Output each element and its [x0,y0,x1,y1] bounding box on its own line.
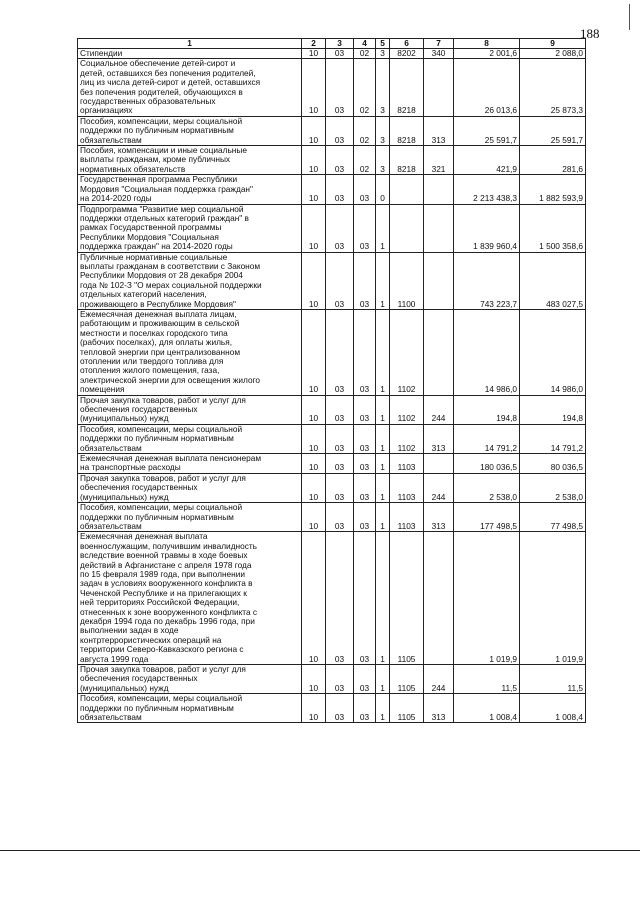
program-code-cell: 03 [354,454,376,474]
row-name-cell: Пособия, компенсации, меры социальной поддержки по публичным нормативным обязательствам [78,116,302,145]
program-code-cell: 03 [354,503,376,532]
subsection-code-cell: 03 [326,424,354,453]
section-code-cell: 10 [302,424,326,453]
column-header: 9 [520,39,586,49]
row-name-cell: Социальное обеспечение детей-сирот и детей, оставшихся без попечения родителей, лиц из числа детей-сирот и детей, оставшихся без попечения родителей, обучающихся в государственных образовательных организациях [78,59,302,116]
program-code-cell: 03 [354,395,376,424]
program-code-cell: 03 [354,473,376,502]
amount-col8-cell: 421,9 [454,146,520,175]
row-name-cell: Пособия, компенсации и иные социальные выплаты гражданам, кроме публичных нормативных обязательств [78,146,302,175]
amount-col9-cell: 2 538,0 [520,473,586,502]
amount-col9-cell: 80 036,5 [520,454,586,474]
target-item-code-cell: 1103 [390,473,424,502]
program-code-cell: 03 [354,204,376,252]
subprogram-code-cell: 1 [376,665,390,694]
section-code-cell: 10 [302,454,326,474]
subprogram-code-cell: 3 [376,59,390,116]
budget-table [77,38,586,723]
program-code-cell: 03 [354,309,376,395]
section-code-cell: 10 [302,252,326,309]
table-row [78,473,586,502]
subprogram-code-cell: 1 [376,395,390,424]
column-header: 1 [78,39,302,49]
row-name-cell: Прочая закупка товаров, работ и услуг для обеспечения государственных (муниципальных) нужд [78,665,302,694]
table-row [78,694,586,723]
target-item-code-cell [390,175,424,204]
column-header: 2 [302,39,326,49]
subsection-code-cell: 03 [326,204,354,252]
subsection-code-cell: 03 [326,694,354,723]
amount-col8-cell: 2 001,6 [454,49,520,59]
expense-type-code-cell: 313 [424,424,454,453]
target-item-code-cell: 1105 [390,532,424,665]
expense-type-code-cell: 244 [424,395,454,424]
target-item-code-cell: 1103 [390,503,424,532]
section-code-cell: 10 [302,473,326,502]
subprogram-code-cell: 3 [376,49,390,59]
amount-col8-cell: 14 986,0 [454,309,520,395]
program-code-cell: 03 [354,252,376,309]
expense-type-code-cell [424,204,454,252]
row-name-cell: Прочая закупка товаров, работ и услуг для обеспечения государственных (муниципальных) нужд [78,473,302,502]
section-code-cell: 10 [302,175,326,204]
amount-col8-cell: 2 538,0 [454,473,520,502]
amount-col9-cell: 2 088,0 [520,49,586,59]
target-item-code-cell: 8218 [390,146,424,175]
table-row [78,532,586,665]
table-row [78,49,586,59]
amount-col8-cell: 11,5 [454,665,520,694]
program-code-cell: 02 [354,146,376,175]
subsection-code-cell: 03 [326,395,354,424]
section-code-cell: 10 [302,503,326,532]
table-row [78,175,586,204]
table-row [78,146,586,175]
row-name-cell: Пособия, компенсации, меры социальной поддержки по публичным нормативным обязательствам [78,694,302,723]
amount-col9-cell: 194,8 [520,395,586,424]
target-item-code-cell: 1105 [390,665,424,694]
target-item-code-cell: 1103 [390,454,424,474]
amount-col9-cell: 25 591,7 [520,116,586,145]
table-row [78,665,586,694]
row-name-cell: Публичные нормативные социальные выплаты гражданам в соответствии с Законом Республики Мордовия от 28 декабря 2004 года № 102-З "О мерах социальной поддержки отдельных категорий населения, проживающего в Республике Мордовия" [78,252,302,309]
section-code-cell: 10 [302,532,326,665]
section-code-cell: 10 [302,49,326,59]
table-header-row [78,39,586,49]
expense-type-code-cell: 244 [424,473,454,502]
subprogram-code-cell: 1 [376,473,390,502]
subsection-code-cell: 03 [326,473,354,502]
row-name-cell: Прочая закупка товаров, работ и услуг для обеспечения государственных (муниципальных) нужд [78,395,302,424]
subsection-code-cell: 03 [326,49,354,59]
subsection-code-cell: 03 [326,175,354,204]
section-code-cell: 10 [302,395,326,424]
column-header: 4 [354,39,376,49]
section-code-cell: 10 [302,204,326,252]
subprogram-code-cell: 1 [376,532,390,665]
subprogram-code-cell: 3 [376,116,390,145]
section-code-cell: 10 [302,309,326,395]
expense-type-code-cell [424,309,454,395]
page-number: 188 [580,26,600,41]
subsection-code-cell: 03 [326,532,354,665]
amount-col8-cell: 177 498,5 [454,503,520,532]
amount-col9-cell: 1 019,9 [520,532,586,665]
column-header: 5 [376,39,390,49]
subsection-code-cell: 03 [326,252,354,309]
row-name-cell: Стипендии [78,49,302,59]
program-code-cell: 02 [354,116,376,145]
expense-type-code-cell: 321 [424,146,454,175]
table-row [78,395,586,424]
subprogram-code-cell: 0 [376,175,390,204]
target-item-code-cell: 1102 [390,309,424,395]
table-row [78,424,586,453]
column-header: 8 [454,39,520,49]
amount-col8-cell: 1 839 960,4 [454,204,520,252]
amount-col8-cell: 25 591,7 [454,116,520,145]
amount-col8-cell: 1 008,4 [454,694,520,723]
table-row [78,252,586,309]
expense-type-code-cell: 244 [424,665,454,694]
target-item-code-cell: 1102 [390,424,424,453]
subprogram-code-cell: 1 [376,454,390,474]
expense-type-code-cell [424,252,454,309]
target-item-code-cell: 8218 [390,59,424,116]
expense-type-code-cell [424,532,454,665]
program-code-cell: 03 [354,175,376,204]
amount-col8-cell: 2 213 438,3 [454,175,520,204]
amount-col8-cell: 1 019,9 [454,532,520,665]
program-code-cell: 03 [354,694,376,723]
program-code-cell: 03 [354,532,376,665]
amount-col9-cell: 1 008,4 [520,694,586,723]
subprogram-code-cell: 1 [376,694,390,723]
amount-col9-cell: 77 498,5 [520,503,586,532]
amount-col8-cell: 14 791,2 [454,424,520,453]
amount-col9-cell: 1 882 593,9 [520,175,586,204]
table-row [78,204,586,252]
subsection-code-cell: 03 [326,309,354,395]
amount-col8-cell: 26 013,6 [454,59,520,116]
target-item-code-cell: 8202 [390,49,424,59]
target-item-code-cell: 1102 [390,395,424,424]
target-item-code-cell [390,204,424,252]
row-name-cell: Пособия, компенсации, меры социальной поддержки по публичным нормативным обязательствам [78,424,302,453]
expense-type-code-cell: 313 [424,116,454,145]
target-item-code-cell: 1100 [390,252,424,309]
row-name-cell: Ежемесячная денежная выплата пенсионерам на транспортные расходы [78,454,302,474]
target-item-code-cell: 1105 [390,694,424,723]
table-row [78,116,586,145]
subsection-code-cell: 03 [326,503,354,532]
amount-col9-cell: 25 873,3 [520,59,586,116]
amount-col9-cell: 1 500 358,6 [520,204,586,252]
row-name-cell: Государственная программа Республики Мордовия "Социальная поддержка граждан" на 2014-2020 годы [78,175,302,204]
subsection-code-cell: 03 [326,116,354,145]
row-name-cell: Ежемесячная денежная выплата лицам, работающим и проживающим в сельской местности и поселках городского типа (рабочих поселках), для оплаты жилья, тепловой энергии при централизованном отоплении или твердого топлива для отопления жилого помещения, газа, электрической энергии для освещения жилого помещения [78,309,302,395]
subsection-code-cell: 03 [326,146,354,175]
column-header: 6 [390,39,424,49]
amount-col8-cell: 180 036,5 [454,454,520,474]
table-row [78,503,586,532]
subsection-code-cell: 03 [326,665,354,694]
amount-col8-cell: 743 223,7 [454,252,520,309]
section-code-cell: 10 [302,59,326,116]
amount-col9-cell: 14 986,0 [520,309,586,395]
page-bottom-rule [0,850,640,851]
amount-col9-cell: 14 791,2 [520,424,586,453]
target-item-code-cell: 8218 [390,116,424,145]
section-code-cell: 10 [302,665,326,694]
subprogram-code-cell: 1 [376,424,390,453]
subprogram-code-cell: 1 [376,204,390,252]
expense-type-code-cell: 313 [424,503,454,532]
program-code-cell: 03 [354,424,376,453]
expense-type-code-cell [424,454,454,474]
expense-type-code-cell: 313 [424,694,454,723]
program-code-cell: 03 [354,665,376,694]
expense-type-code-cell: 340 [424,49,454,59]
expense-type-code-cell [424,175,454,204]
table-row [78,454,586,474]
subsection-code-cell: 03 [326,59,354,116]
subprogram-code-cell: 3 [376,146,390,175]
subprogram-code-cell: 1 [376,309,390,395]
amount-col8-cell: 194,8 [454,395,520,424]
table-row [78,59,586,116]
page-edge-mark [629,4,630,30]
subsection-code-cell: 03 [326,454,354,474]
subprogram-code-cell: 1 [376,252,390,309]
column-header: 3 [326,39,354,49]
amount-col9-cell: 11,5 [520,665,586,694]
table-body [78,49,586,723]
subprogram-code-cell: 1 [376,503,390,532]
amount-col9-cell: 281,6 [520,146,586,175]
section-code-cell: 10 [302,694,326,723]
section-code-cell: 10 [302,146,326,175]
row-name-cell: Пособия, компенсации, меры социальной поддержки по публичным нормативным обязательствам [78,503,302,532]
section-code-cell: 10 [302,116,326,145]
table-row [78,309,586,395]
amount-col9-cell: 483 027,5 [520,252,586,309]
program-code-cell: 02 [354,59,376,116]
program-code-cell: 02 [354,49,376,59]
expense-type-code-cell [424,59,454,116]
row-name-cell: Ежемесячная денежная выплата военнослужащим, получившим инвалидность вследствие военной травмы в ходе боевых действий в Афганистане с апреля 1978 года по 15 февраля 1989 года, при выполнении задач в условиях вооруженного конфликта в Чеченской Республике и на прилегающих к ней территориях Российской Федерации, отнесенных к зоне вооруженного конфликта с декабря 1994 года по декабрь 1996 года, при выполнении задач в ходе контртеррористических операций на территории Северо-Кавказского региона с августа 1999 года [78,532,302,665]
column-header: 7 [424,39,454,49]
row-name-cell: Подпрограмма "Развитие мер социальной поддержки отдельных категорий граждан" в рамках Государственной программы Республики Мордовия "Социальная поддержка граждан" на 2014-2020 годы [78,204,302,252]
